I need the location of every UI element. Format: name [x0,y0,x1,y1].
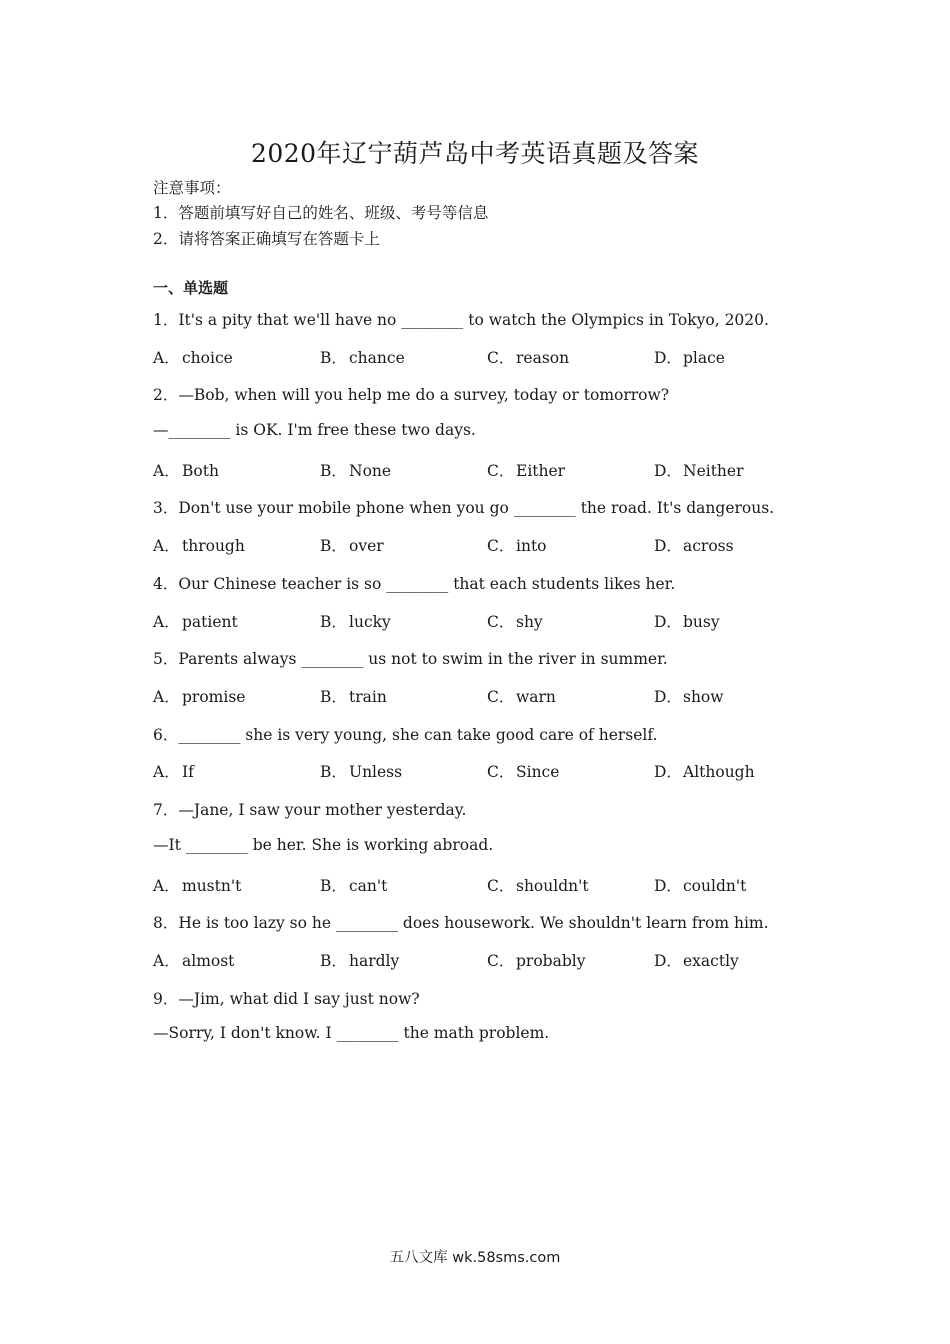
option-text: Although [683,763,755,781]
option-text: Either [516,462,566,480]
answer-option [320,760,402,782]
option-letter: B． [320,537,347,555]
answer-option [487,610,543,632]
option-letter: D． [654,613,682,631]
question-stem: 4．Our Chinese teacher is so ________ that each students likes her. [153,575,676,593]
answer-option [654,534,734,556]
option-letter: D． [654,349,682,367]
option-text: into [516,537,547,555]
option-letter: D． [654,877,682,895]
option-letter: C． [487,462,515,480]
option-row [153,610,813,632]
option-letter: C． [487,349,515,367]
answer-option [153,760,194,782]
answer-option [487,346,569,368]
option-letter: A． [153,613,180,631]
option-letter: B． [320,877,347,895]
option-letter: D． [654,952,682,970]
answer-option [654,346,725,368]
option-letter: C． [487,763,515,781]
answer-option [153,685,245,707]
option-row [153,459,813,481]
answer-option [487,874,589,896]
option-letter: A． [153,462,180,480]
option-text: exactly [683,952,739,970]
option-letter: B． [320,952,347,970]
option-text: hardly [349,952,400,970]
answer-option [153,949,234,971]
note-item: 1．答题前填写好自己的姓名、班级、考号等信息 [153,204,489,222]
option-letter: D． [654,537,682,555]
option-text: Unless [349,763,403,781]
answer-option [654,459,744,481]
option-text: shy [516,613,543,631]
option-letter: D． [654,763,682,781]
option-text: train [349,688,387,706]
option-row [153,346,813,368]
answer-option [153,459,219,481]
question-dialogue-line: —________ is OK. I'm free these two days. [153,421,476,439]
option-text: can't [349,877,388,895]
answer-option [320,685,387,707]
question-stem: 9．—Jim, what did I say just now? [153,990,420,1008]
footer-watermark: 五八文库 wk.58sms.com [389,1250,561,1266]
question-stem: 2．—Bob, when will you help me do a survey, today or tomorrow? [153,386,670,404]
option-text: choice [182,349,233,367]
answer-option [320,459,391,481]
option-text: show [683,688,724,706]
question-dialogue-line: —It ________ be her. She is working abroad. [153,836,494,854]
option-text: reason [516,349,570,367]
option-text: over [349,537,384,555]
option-letter: A． [153,688,180,706]
answer-option [654,874,746,896]
option-row [153,760,813,782]
option-text: shouldn't [516,877,589,895]
answer-option [320,874,387,896]
answer-option [487,949,585,971]
option-text: lucky [349,613,391,631]
option-text: None [349,462,392,480]
question-stem: 5．Parents always ________ us not to swim in the river in summer. [153,650,668,668]
option-letter: B． [320,613,347,631]
option-letter: A． [153,537,180,555]
answer-option [487,760,559,782]
option-letter: A． [153,763,180,781]
answer-option [320,610,391,632]
option-text: place [683,349,725,367]
question-stem: 3．Don't use your mobile phone when you go ________ the road. It's dangerous. [153,499,775,517]
option-letter: D． [654,688,682,706]
option-row [153,949,813,971]
option-text: Since [516,763,560,781]
option-text: promise [182,688,246,706]
answer-option [153,346,233,368]
answer-option [487,534,547,556]
option-text: mustn't [182,877,242,895]
answer-option [487,459,565,481]
option-text: If [182,763,194,781]
answer-option [654,949,739,971]
answer-option [487,685,556,707]
option-text: couldn't [683,877,747,895]
option-text: through [182,537,245,555]
question-dialogue-line: —Sorry, I don't know. I ________ the math problem. [153,1024,550,1042]
option-letter: B． [320,349,347,367]
option-text: probably [516,952,586,970]
option-text: almost [182,952,235,970]
option-letter: D． [654,462,682,480]
answer-option [654,610,720,632]
question-stem: 6．________ she is very young, she can take good care of herself. [153,726,658,744]
option-letter: C． [487,877,515,895]
answer-option [320,346,405,368]
answer-option [654,760,755,782]
option-text: warn [516,688,556,706]
note-item: 2．请将答案正确填写在答题卡上 [153,230,380,248]
document-title: 2020年辽宁葫芦岛中考英语真题及答案 [250,139,700,168]
option-text: Neither [683,462,744,480]
answer-option [654,685,724,707]
question-stem: 7．—Jane, I saw your mother yesterday. [153,801,467,819]
option-letter: C． [487,537,515,555]
notes-heading: 注意事项： [153,179,231,197]
answer-option [153,610,238,632]
option-letter: C． [487,613,515,631]
option-letter: C． [487,952,515,970]
option-letter: B． [320,462,347,480]
option-letter: B． [320,688,347,706]
option-text: chance [349,349,405,367]
option-row [153,874,813,896]
section-title: 一、单选题 [153,279,229,297]
question-stem: 8．He is too lazy so he ________ does housework. We shouldn't learn from him. [153,914,769,932]
option-row [153,534,813,556]
option-letter: B． [320,763,347,781]
option-letter: C． [487,688,515,706]
option-letter: A． [153,952,180,970]
answer-option [320,534,384,556]
answer-option [320,949,399,971]
option-text: across [683,537,734,555]
answer-option [153,534,245,556]
option-text: busy [683,613,720,631]
question-stem: 1．It's a pity that we'll have no ________ to watch the Olympics in Tokyo, 2020. [153,311,769,329]
option-letter: A． [153,877,180,895]
option-text: Both [182,462,219,480]
option-text: patient [182,613,238,631]
option-row [153,685,813,707]
answer-option [153,874,241,896]
option-letter: A． [153,349,180,367]
